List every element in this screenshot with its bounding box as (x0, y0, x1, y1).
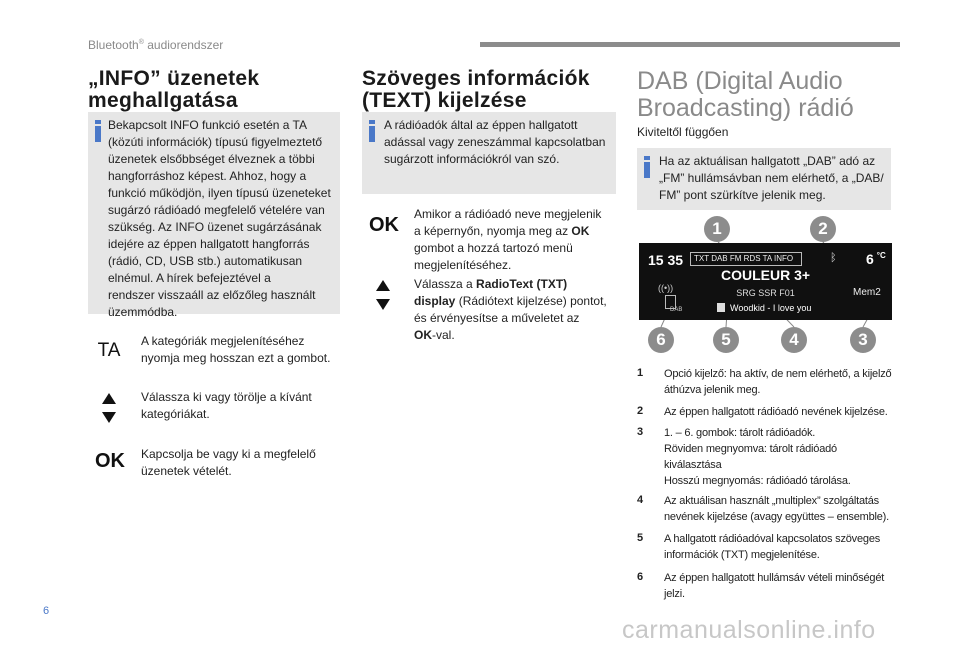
legend-text-5: A hallgatott rádióadóval kapcsolatos szöveges információk (TXT) megjelenítése. (664, 533, 881, 561)
info-text: Bekapcsolt INFO funkció esetén a TA (közúti információk) típusú figyelmeztető üzenetek elsőbbséget élveznek a többi hangforráshoz képest. Ahhoz, hogy a funkció működjön, ilyen típusú üzeneteket sugárzó rádióadó megfelelő vételére van szükség. Az INFO üzenet sugárzásának idejére az éppen hallgatott hangforrás (rádió, CD, USB stb.) automatikusan elnémul. A hírek befejeztével a rendszer visszaáll az előzőleg használt üzemmódba. (108, 118, 331, 319)
up-down-arrows-icon (101, 393, 117, 423)
info-icon (368, 120, 376, 142)
legend-text-2: Az éppen hallgatott rádióadó nevének kijelzése. (664, 406, 888, 418)
ta-key: TA (97, 340, 121, 361)
up-down-arrows-icon (375, 280, 391, 310)
ta-description: A kategóriák megjelenítéséhez nyomja meg hosszan ezt a gombot. (141, 334, 331, 365)
legend-text-6: Az éppen hallgatott hullámsáv vételi minőségét jelzi. (664, 572, 885, 600)
legend-num-5: 5 (637, 532, 644, 544)
section-title-info: „INFO” üzenetek meghallgatása (88, 67, 260, 112)
header-title: Bluetooth (88, 38, 139, 52)
callout-2: 2 (810, 216, 836, 242)
signal-quality-icon: ((•)) DAB (658, 283, 683, 313)
callout-5: 5 (713, 327, 739, 353)
legend-text-1: Opció kijelző: ha aktív, de nem elérhető, a kijelző áthúzva jelenik meg. (664, 368, 892, 396)
legend-text-4: Az aktuálisan használt „multiplex” szolgáltatás nevének kijelzése (avagy együttes – ensemble). (664, 495, 889, 523)
display-temperature: 6 $^{^\circ C}$ (866, 251, 886, 267)
legend-num-1: 1 (637, 367, 644, 379)
arrows-description: Válassza ki vagy törölje a kívánt kategóriákat. (141, 390, 312, 421)
display-status-bar: TXT DAB FM RDS TA INFO (690, 252, 802, 266)
callout-1: 1 (704, 216, 730, 242)
dab-subtitle: Kiviteltől függően (637, 125, 729, 139)
info-box-dab (637, 148, 891, 210)
display-time: 15 35 (648, 252, 684, 268)
running-header (88, 38, 223, 52)
info-text: Ha az aktuálisan hallgatott „DAB” adó az „FM” hullámsávban nem elérhető, a „DAB/ FM” pont szürkítve jelenik meg. (659, 154, 884, 202)
legend-num-6: 6 (637, 571, 644, 583)
text-icon (717, 303, 725, 312)
legend-num-4: 4 (637, 494, 644, 506)
header-title-rest: audiorendszer (143, 38, 224, 52)
info-icon (643, 156, 651, 178)
ok-key: OK (95, 450, 125, 472)
display-multiplex: SRG SSR F01 (736, 288, 795, 298)
display-radiotext: Woodkid - I love you (717, 303, 811, 313)
bluetooth-icon: ᛒ (830, 252, 837, 264)
info-box-radiotext (362, 112, 616, 194)
display-station-name: COULEUR 3+ (720, 267, 811, 283)
arrows-description: Válassza a RadioText (TXT) display (Rádiótext kijelzése) pontot, és érvényesítse a műveletet az OK-val. (414, 277, 607, 342)
callout-6: 6 (648, 327, 674, 353)
callout-3: 3 (850, 327, 876, 353)
legend-num-3: 3 (637, 426, 644, 438)
info-box-traffic (88, 112, 340, 319)
info-icon (94, 120, 102, 142)
header-bar (480, 42, 900, 47)
info-text: A rádióadók által az éppen hallgatott adással vagy zeneszámmal kapcsolatban sugárzott információkról van szó. (384, 118, 606, 166)
display-memory: Mem2 (853, 287, 881, 298)
legend-text-3: 1. – 6. gombok: tárolt rádióadók. Röviden megnyomva: tárolt rádióadó kiválasztása Hosszú megnyomás: rádióadó tárolása. (664, 427, 851, 487)
radio-display (639, 243, 892, 320)
callout-4: 4 (781, 327, 807, 353)
registered-mark: ® (138, 39, 144, 46)
ok-key: OK (369, 214, 399, 236)
section-title-text: Szöveges információk (TEXT) kijelzése (362, 67, 590, 112)
ok-description: Kapcsolja be vagy ki a megfelelő üzenetek vételét. (141, 447, 316, 478)
legend-num-2: 2 (637, 405, 644, 417)
ok-description: Amikor a rádióadó neve megjelenik a képernyőn, nyomja meg az OK gombot a hozzá tartozó menü megjelenítéséhez. (414, 207, 602, 272)
section-title-dab: DAB (Digital Audio Broadcasting) rádió (637, 67, 854, 122)
watermark: carmanualsonline.info (622, 616, 876, 644)
page-number: 6 (43, 605, 50, 617)
